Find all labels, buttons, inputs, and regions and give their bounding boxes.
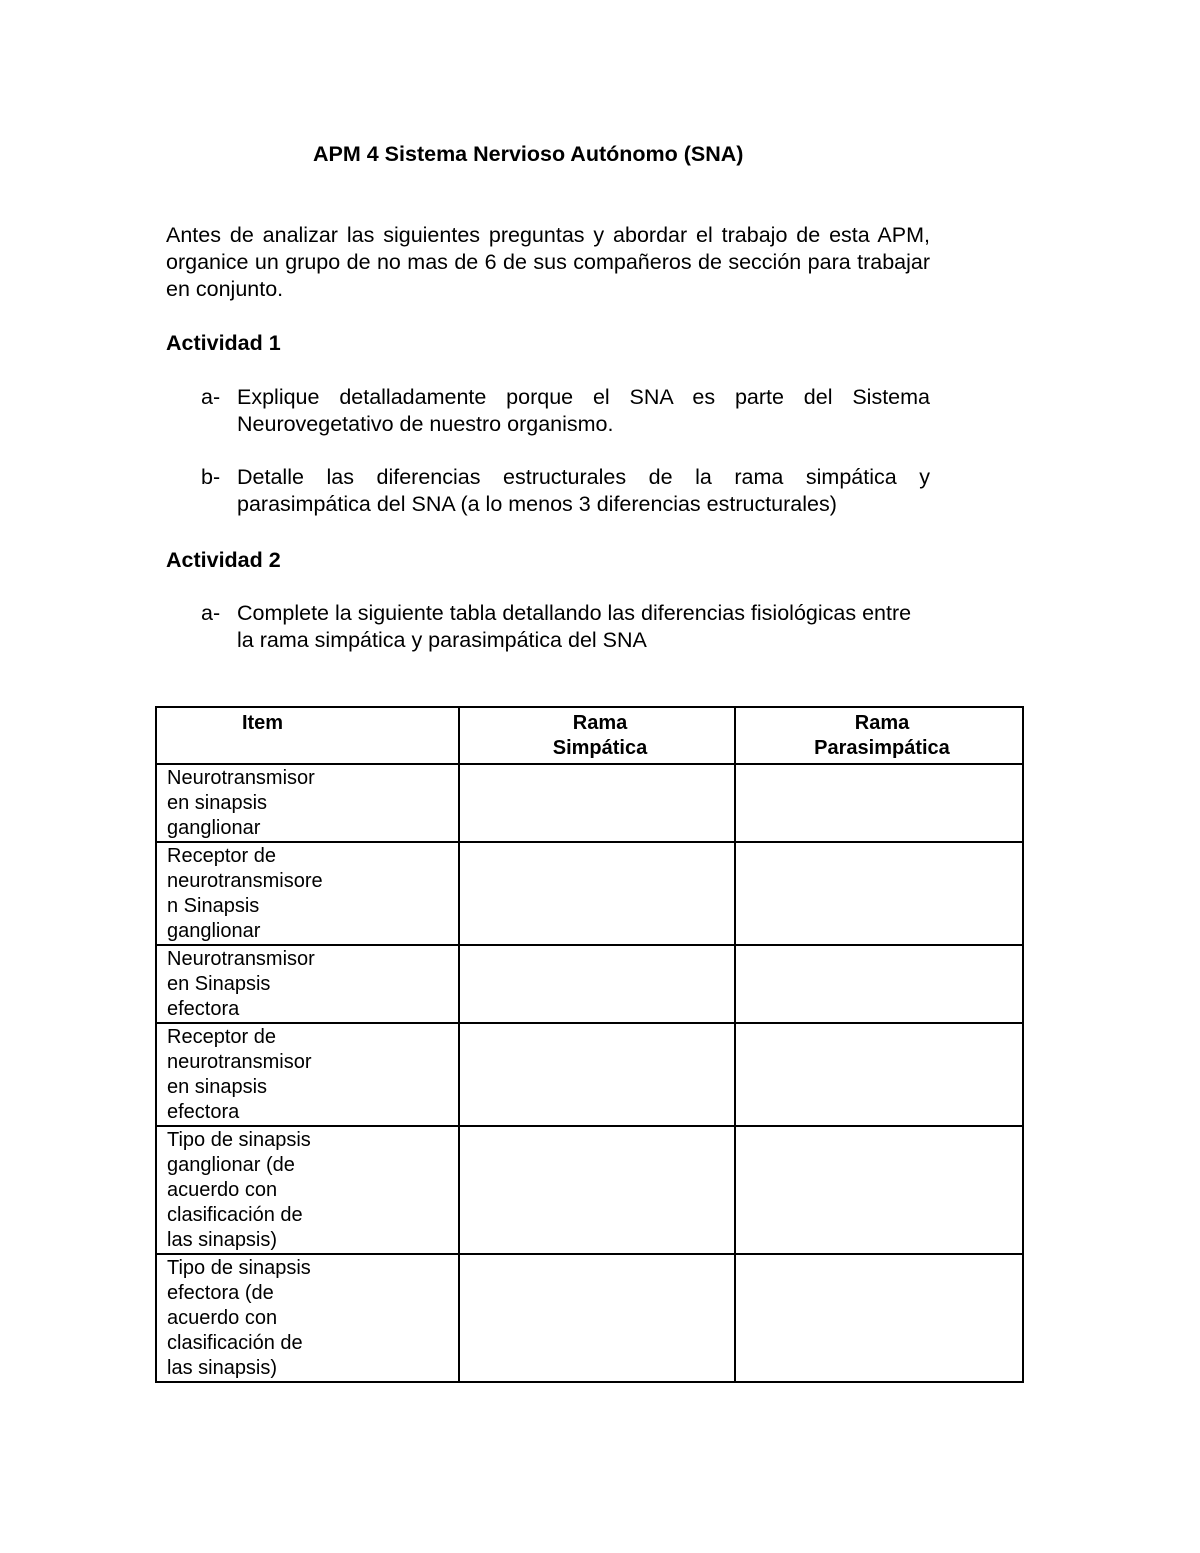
cell-parasimpatica[interactable] (735, 1254, 1023, 1382)
table-row (156, 1126, 1023, 1254)
activity-1-item-a-text: Explique detalladamente porque el SNA es parte del Sistema Neurovegetativo de nuestro organismo. (237, 385, 930, 436)
cell-simpatica[interactable] (459, 1023, 735, 1126)
cell-simpatica[interactable] (459, 764, 735, 842)
activity-2-item-a-letter: a- (201, 601, 221, 625)
activity-2-heading: Actividad 2 (166, 548, 281, 572)
activity-1-item-b-letter: b- (201, 465, 221, 489)
cell-simpatica[interactable] (459, 1126, 735, 1254)
header-rama-simpatica: Rama Simpática (459, 707, 735, 764)
intro-paragraph: Antes de analizar las siguientes preguntas y abordar el trabajo de esta APM, organice un grupo de no mas de 6 de sus compañeros de sección para trabajar en conjunto. (166, 223, 930, 301)
table-header-row (156, 707, 1023, 764)
cell-simpatica[interactable] (459, 842, 735, 945)
row-item-label: Receptor de neurotransmisor en sinapsis efectora (156, 1023, 459, 1126)
table-row (156, 842, 1023, 945)
activity-1-item-a-letter: a- (201, 385, 221, 409)
cell-parasimpatica[interactable] (735, 842, 1023, 945)
cell-simpatica[interactable] (459, 945, 735, 1023)
table-row (156, 764, 1023, 842)
activity-1-item-b-text: Detalle las diferencias estructurales de la rama simpática y parasimpática del SNA (a lo menos 3 diferencias estructurales) (237, 465, 930, 516)
activity-2-item-a-text: Complete la siguiente tabla detallando las diferencias fisiológicas entre la rama simpática y parasimpática del SNA (237, 601, 912, 652)
row-item-label: Neurotransmisor en sinapsis ganglionar (156, 764, 459, 842)
row-item-label: Tipo de sinapsis efectora (de acuerdo con clasificación de las sinapsis) (156, 1254, 459, 1382)
row-item-label: Receptor de neurotransmisore n Sinapsis ganglionar (156, 842, 459, 945)
cell-parasimpatica[interactable] (735, 945, 1023, 1023)
page-title: APM 4 Sistema Nervioso Autónomo (SNA) (313, 142, 744, 166)
cell-parasimpatica[interactable] (735, 764, 1023, 842)
cell-parasimpatica[interactable] (735, 1023, 1023, 1126)
header-item: Item (156, 707, 459, 764)
table-row (156, 1254, 1023, 1382)
cell-simpatica[interactable] (459, 1254, 735, 1382)
activity-1-heading: Actividad 1 (166, 331, 281, 355)
cell-parasimpatica[interactable] (735, 1126, 1023, 1254)
row-item-label: Neurotransmisor en Sinapsis efectora (156, 945, 459, 1023)
table-row (156, 945, 1023, 1023)
header-rama-parasimpatica: Rama Parasimpática (735, 707, 1023, 764)
table-row (156, 1023, 1023, 1126)
comparison-table (155, 706, 1024, 1383)
row-item-label: Tipo de sinapsis ganglionar (de acuerdo con clasificación de las sinapsis) (156, 1126, 459, 1254)
